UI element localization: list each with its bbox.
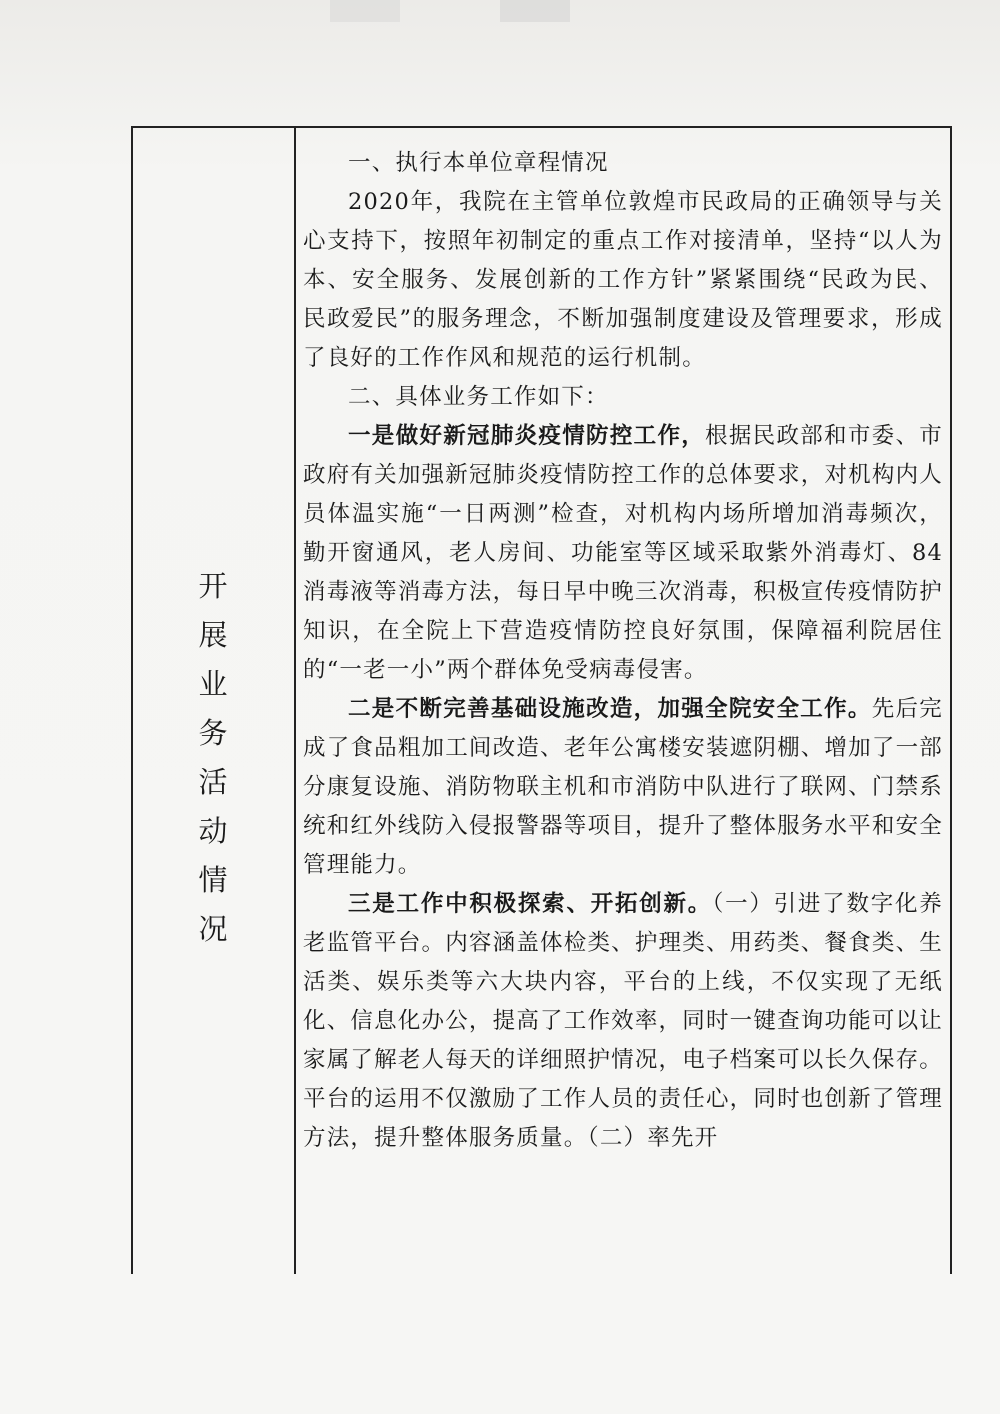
label-char: 动 — [198, 814, 228, 848]
scan-artifact — [330, 0, 630, 30]
label-char: 展 — [198, 618, 228, 652]
lead-innovation: 三是工作中积极探索、开拓创新。 — [348, 891, 713, 917]
content-cell — [303, 144, 943, 1158]
label-char: 业 — [198, 667, 228, 701]
label-char: 况 — [198, 912, 228, 946]
label-column — [133, 128, 296, 1274]
lead-epidemic: 一是做好新冠肺炎疫情防控工作， — [348, 423, 706, 449]
label-char: 活 — [198, 765, 228, 799]
label-char: 务 — [198, 716, 228, 750]
body-innovation: （一）引进了数字化养老监管平台。内容涵盖体检类、护理类、用药类、餐食类、生活类、娱乐类等六大块内容，平台的上线，不仅实现了无纸化、信息化办公，提高了工作效率，同时一键查询功能可以让家属了解老人每天的详细照护情况，电子档案可以长久保存。平台的运用不仅激励了工作人员的责任心，同时也创新了管理方法，提升整体服务质量。（二）率先开 — [303, 891, 943, 1151]
label-char: 情 — [198, 863, 228, 897]
paragraph-epidemic — [303, 417, 943, 690]
section-heading-2: 二、具体业务工作如下： — [348, 384, 609, 410]
paragraph-facilities — [303, 690, 943, 885]
paragraph-innovation — [303, 885, 943, 1158]
paragraph-charter: 2020年，我院在主管单位敦煌市民政局的正确领导与关心支持下，按照年初制定的重点工作对接清单，坚持“以人为本、安全服务、发展创新的工作方针”紧紧围绕“民政为民、民政爱民”的服务理念，不断加强制度建设及管理要求，形成了良好的工作作风和规范的运行机制。 — [303, 189, 943, 371]
row-label-business-activities — [193, 562, 233, 954]
body-facilities: 先后完成了食品粗加工间改造、老年公寓楼安装遮阴棚、增加了一部分康复设施、消防物联主机和市消防中队进行了联网、门禁系统和红外线防入侵报警器等项目，提升了整体服务水平和安全管理能力。 — [303, 696, 943, 878]
body-epidemic: 根据民政部和市委、市政府有关加强新冠肺炎疫情防控工作的总体要求，对机构内人员体温实施“一日两测”检查，对机构内场所增加消毒频次，勤开窗通风，老人房间、功能室等区域采取紫外消毒灯、84消毒液等消毒方法，每日早中晚三次消毒，积极宣传疫情防护知识，在全院上下营造疫情防控良好氛围，保障福利院居住的“一老一小”两个群体免受病毒侵害。 — [303, 423, 943, 683]
label-char: 开 — [198, 569, 228, 603]
lead-facilities: 二是不断完善基础设施改造，加强全院安全工作。 — [348, 696, 872, 722]
form-table — [131, 126, 952, 1274]
section-heading-1: 一、执行本单位章程情况 — [348, 150, 609, 176]
